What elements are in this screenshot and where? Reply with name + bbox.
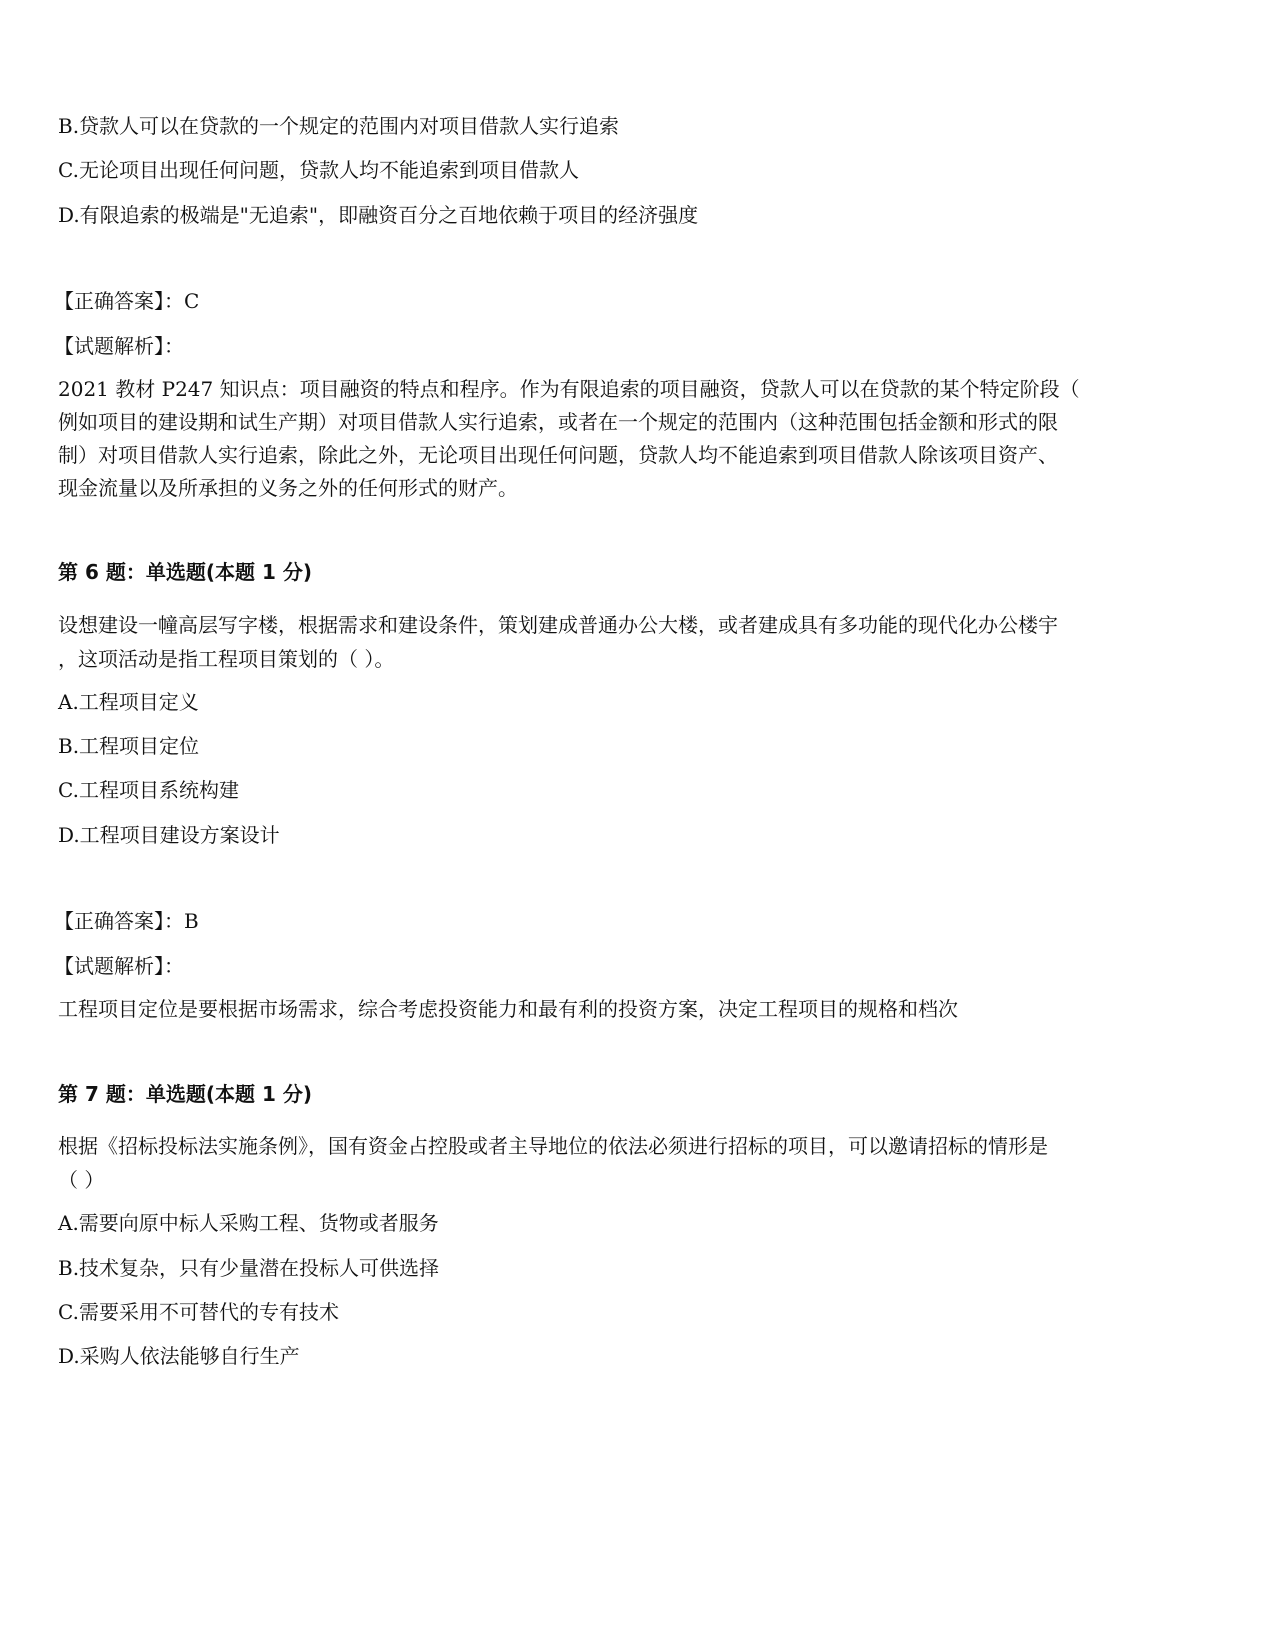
q7-stem-line: （ ） [58, 1168, 105, 1192]
q6-option-a: A.工程项目定义 [58, 690, 199, 714]
q5-analysis-line: 现金流量以及所承担的义务之外的任何形式的财产。 [58, 476, 518, 500]
q5-analysis-line: 2021 教材 P247 知识点：项目融资的特点和程序。作为有限追索的项目融资，贷款人可以在贷款的某个特定阶段（ [58, 377, 1080, 401]
q5-option-b: B.贷款人可以在贷款的一个规定的范围内对项目借款人实行追索 [58, 114, 620, 138]
q5-analysis-line: 例如项目的建设期和试生产期）对项目借款人实行追索，或者在一个规定的范围内（这种范围包括金额和形式的限 [58, 410, 1058, 434]
q7-stem-line: 根据《招标投标法实施条例》，国有资金占控股或者主导地位的依法必须进行招标的项目，可以邀请招标的情形是 [58, 1134, 1048, 1158]
q5-analysis-label: 【试题解析】： [54, 334, 184, 358]
q6-stem-line: ，这项活动是指工程项目策划的（ ）。 [58, 647, 395, 671]
q7-option-a: A.需要向原中标人采购工程、货物或者服务 [58, 1211, 439, 1235]
q7-option-d: D.采购人依法能够自行生产 [58, 1344, 300, 1368]
q6-option-d: D.工程项目建设方案设计 [58, 823, 280, 847]
q5-analysis-line: 制）对项目借款人实行追索，除此之外，无论项目出现任何问题，贷款人均不能追索到项目借款人除该项目资产、 [58, 443, 1058, 467]
q6-option-b: B.工程项目定位 [58, 734, 200, 758]
q5-option-c: C.无论项目出现任何问题，贷款人均不能追索到项目借款人 [58, 158, 579, 182]
q6-option-c: C.工程项目系统构建 [58, 778, 239, 802]
q6-stem-line: 设想建设一幢高层写字楼，根据需求和建设条件，策划建成普通办公大楼，或者建成具有多功能的现代化办公楼宇 [58, 613, 1058, 637]
q5-correct-answer: 【正确答案】：C [54, 289, 200, 313]
q7-option-c: C.需要采用不可替代的专有技术 [58, 1300, 339, 1324]
q7-heading: 第 7 题：单选题(本题 1 分) [58, 1082, 312, 1106]
q5-option-d: D.有限追索的极端是"无追索"，即融资百分之百地依赖于项目的经济强度 [58, 203, 699, 227]
q6-analysis-label: 【试题解析】： [54, 954, 184, 978]
q6-correct-answer: 【正确答案】：B [54, 909, 199, 933]
q6-analysis-line: 工程项目定位是要根据市场需求，综合考虑投资能力和最有利的投资方案，决定工程项目的规格和档次 [58, 997, 958, 1021]
q7-option-b: B.技术复杂，只有少量潜在投标人可供选择 [58, 1256, 440, 1280]
q6-heading: 第 6 题：单选题(本题 1 分) [58, 560, 312, 584]
